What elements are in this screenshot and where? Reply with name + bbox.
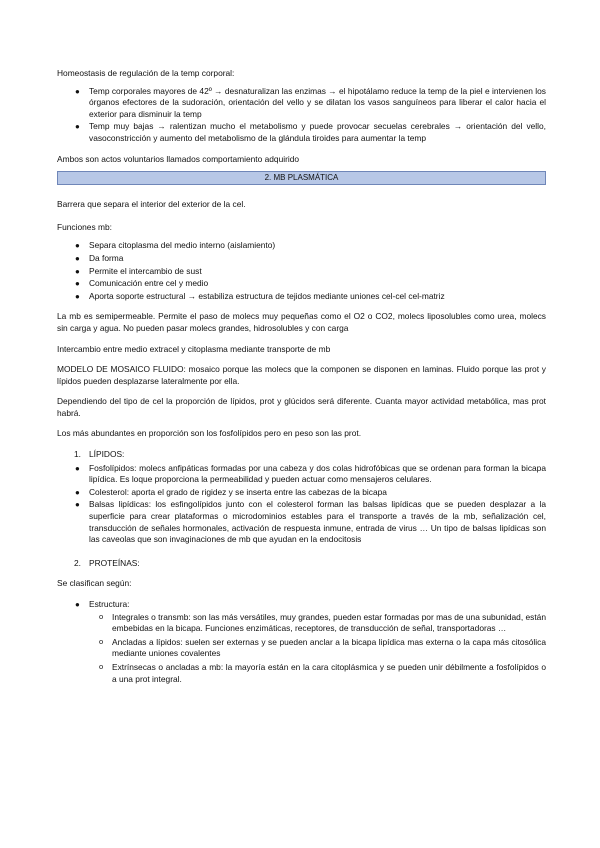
abundance-paragraph: Los más abundantes en proporción son los fosfolípidos pero en peso son las prot. <box>57 428 362 439</box>
list-item <box>57 499 546 545</box>
list-item-text: Colesterol: aporta el grado de rigidez y se inserta entre las cabezas de la bicapa <box>89 486 387 497</box>
list-item-text: Temp corporales mayores de 42º → desnaturalizan las enzimas → el hipotálamo reduce la temp de la piel e intervienen los órganos efectores de la sudoración, orientación del vello y se dilatan los vasos sanguíneos para liberar el calor hacia el exterior para disminuir la temp <box>89 85 546 119</box>
list-item-text: Integrales o transmb: son las más versátiles, muy grandes, pueden estar formadas por mas de una subunidad, están embebidas en la bicapa. Funciones enzimáticas, receptores, de transducción de señal, transportadoras … <box>112 611 546 634</box>
circle-bullet-icon: o <box>99 661 104 671</box>
list-item-text: Comunicación entre cel y medio <box>89 278 209 289</box>
list-item-text: Separa citoplasma del medio interno (aislamiento) <box>89 240 276 251</box>
list-item <box>57 487 546 499</box>
mosaic-paragraph: MODELO DE MOSAICO FLUIDO: mosaico porque las molecs que la componen se disponen en laminas. Fluido porque las prot y lípidos pueden desplazarse lateralmente por ella. <box>57 364 546 386</box>
list-item-text: Permite el intercambio de sust <box>89 265 202 276</box>
bullet-icon: ● <box>75 279 80 289</box>
list-item-text: Temp muy bajas → ralentizan mucho el metabolismo y puede provocar secuelas cerebrales → orientación del vello, vasoconstricción y aumento del metabolismo de la glándula tiroides para aumentar la temp <box>89 121 546 143</box>
exchange-paragraph: Intercambio entre medio extracel y citoplasma mediante transporte de mb <box>57 343 331 354</box>
bullet-icon: ● <box>75 86 80 96</box>
homeostasis-list <box>57 86 546 145</box>
lipids-title: LÍPIDOS: <box>89 449 125 460</box>
list-item <box>57 612 546 635</box>
list-item <box>57 86 546 121</box>
document-page <box>57 68 546 687</box>
list-item <box>57 240 546 252</box>
bullet-icon: ● <box>75 500 80 510</box>
semipermeable-paragraph: La mb es semipermeable. Permite el paso de molecs muy pequeñas como el O2 o CO2, molecs liposolubles como urea, molecs sin carga y agua. No pueden pasar molecs grandes, hidrosolubles y con carga <box>57 311 546 333</box>
list-item <box>57 291 546 303</box>
lipids-list <box>57 463 546 546</box>
list-item-text: Balsas lipídicas: los esfingolípidos junto con el colesterol forman las balsas lipídicas que se pueden desplazar a la superficie para crear plataformas o microdominios estables para el transporte a través de la mb, señalización cel, transducción de señales hormonales, activación de respuesta inmune, entrada de virus … Un tipo de balsas lipídicas son las caveolas que son invaginaciones de mb que ayudan en la endocitosis <box>89 499 546 545</box>
structure-item <box>57 599 546 611</box>
proportion-paragraph: Dependiendo del tipo de cel la proporción de lípidos, prot y glúcidos será diferente. Cuanta mayor actividad metabólica, mas prot habrá. <box>57 396 546 418</box>
bullet-icon: ● <box>75 241 80 251</box>
bullet-icon: ● <box>75 291 80 301</box>
list-item <box>57 662 546 685</box>
circle-bullet-icon: o <box>99 636 104 646</box>
bullet-icon: ● <box>75 487 80 497</box>
homeostasis-title: Homeostasis de regulación de la temp corporal: <box>57 68 235 78</box>
bullet-icon: ● <box>75 600 80 609</box>
list-item-text: Da forma <box>89 252 124 263</box>
list-item-text: Ancladas a lípidos: suelen ser externas y se pueden anclar a la bicapa lipídica mas externa o la capa más citosólica mediante uniones covalentes <box>112 636 546 659</box>
list-item <box>57 266 546 278</box>
proteins-title: PROTEÍNAS: <box>89 557 140 568</box>
proteins-heading <box>57 558 546 570</box>
proteins-number: 2. <box>74 557 81 568</box>
membrane-definition: Barrera que separa el interior del exterior de la cel. <box>57 199 246 210</box>
list-item <box>57 278 546 290</box>
list-item <box>57 637 546 660</box>
list-item <box>57 121 546 144</box>
list-item-text: Extrínsecas o ancladas a mb: la mayoría están en la cara citoplásmica y se pueden unir débilmente a fosfolípidos o a una prot integral. <box>112 661 546 684</box>
list-item-text: Aporta soporte estructural → estabiliza estructura de tejidos mediante uniones cel-cel cel-matriz <box>89 290 445 301</box>
bullet-icon: ● <box>75 266 80 276</box>
bullet-icon: ● <box>75 253 80 263</box>
structure-label: Estructura: <box>89 599 130 609</box>
bullet-icon: ● <box>75 122 80 132</box>
functions-list <box>57 240 546 302</box>
list-item <box>57 463 546 486</box>
classify-paragraph: Se clasifican según: <box>57 578 132 589</box>
section-title: 2. MB PLASMÁTICA <box>264 173 339 183</box>
lipids-number: 1. <box>74 449 81 460</box>
list-item <box>57 253 546 265</box>
homeostasis-note: Ambos son actos voluntarios llamados comportamiento adquirido <box>57 153 300 164</box>
functions-title: Funciones mb: <box>57 221 112 232</box>
list-item-text: Fosfolípidos: molecs anfipáticas formadas por una cabeza y dos colas hidrofóbicas que se ordenan para forman la bicapa lipídica. Es loque proporciona la permeabilidad y pueden actuar como mensajeros celulares. <box>89 462 546 485</box>
proteins-sublist <box>57 612 546 686</box>
circle-bullet-icon: o <box>99 611 104 621</box>
section-header <box>57 171 546 185</box>
lipids-heading <box>57 449 546 461</box>
bullet-icon: ● <box>75 463 80 473</box>
